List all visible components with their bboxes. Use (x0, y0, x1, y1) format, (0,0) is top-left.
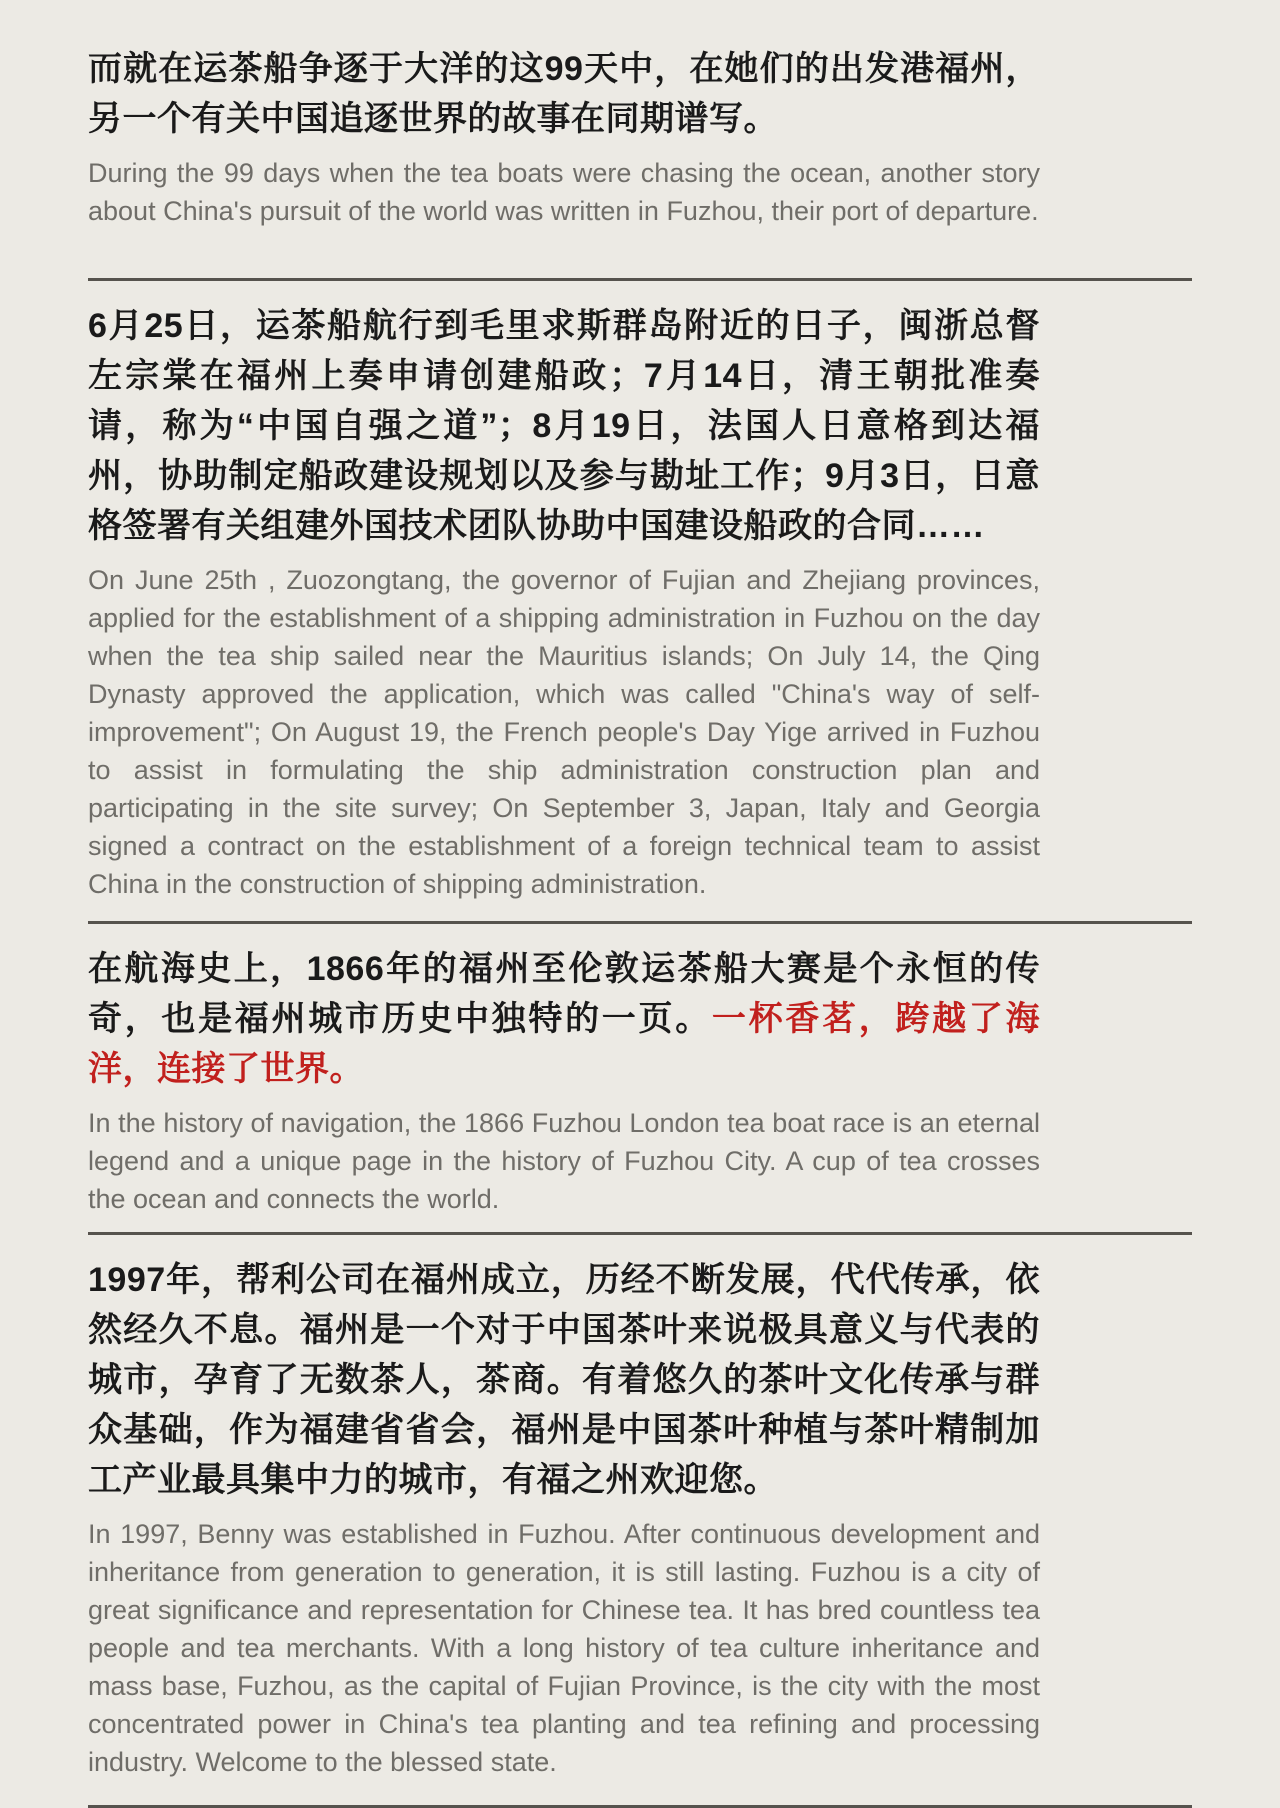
section-divider (88, 278, 1192, 281)
section-tea-race-intro (88, 44, 1280, 230)
english-text: On June 25th , Zuozongtang, the governor of Fujian and Zhejiang provinces, applied for the establishment of a shipping administration in Fuzhou on the day when the tea ship sailed near the Mauritius islands; On July 14, the Qing Dynasty approved the application, which was called "China's way of self-improvement"; On August 19, the French people's Day Yige arrived in Fuzhou to assist in formulating the ship administration construction plan and participating in the site survey; On September 3, Japan, Italy and Georgia signed a contract on the establishment of a foreign technical team to assist China in the construction of shipping administration. (88, 565, 1040, 899)
section-divider (88, 1232, 1192, 1235)
english-translation (88, 561, 1040, 903)
chinese-paragraph (88, 301, 1040, 551)
english-text: In the history of navigation, the 1866 Fuzhou London tea boat race is an eternal legend and a unique page in the history of Fuzhou City. A cup of tea crosses the ocean and connects the world. (88, 1108, 1040, 1214)
section-divider (88, 921, 1192, 924)
section-eternal-legend (88, 944, 1280, 1218)
chinese-text: 在航海史上，1866年的福州至伦敦运茶船大赛是个永恒的传奇，也是福州城市历史中独特的一页。 (88, 950, 1040, 1038)
section-benny-fuzhou-1997 (88, 1255, 1280, 1781)
section-shipping-administration (88, 301, 1280, 903)
chinese-text: 6月25日，运茶船航行到毛里求斯群岛附近的日子，闽浙总督左宗棠在福州上奏申请创建船政；7月14日，清王朝批准奏请，称为“中国自强之道”；8月19日，法国人日意格到达福州，协助制定船政建设规划以及参与勘址工作；9月3日，日意格签署有关组建外国技术团队协助中国建设船政的合同…… (88, 307, 1040, 545)
chinese-red-highlight-text: 一杯香茗，跨越了海洋，连接了世界。 (88, 1000, 1041, 1088)
english-text: In 1997, Benny was established in Fuzhou. After continuous development and inheritance from generation to generation, it is still lasting. Fuzhou is a city of great significance and representation for Chinese tea. It has bred countless tea people and tea merchants. With a long history of tea culture inheritance and mass base, Fuzhou, as the capital of Fujian Province, is the city with the most concentrated power in China's tea planting and tea refining and processing industry. Welcome to the blessed state. (88, 1519, 1040, 1777)
english-translation (88, 154, 1040, 230)
chinese-paragraph (88, 944, 1040, 1094)
chinese-text: 而就在运茶船争逐于大洋的这99天中，在她们的出发港福州，另一个有关中国追逐世界的故事在同期谱写。 (88, 50, 1040, 138)
english-translation (88, 1515, 1040, 1781)
chinese-paragraph (88, 1255, 1040, 1505)
chinese-paragraph (88, 44, 1040, 144)
chinese-text: 1997年，帮利公司在福州成立，历经不断发展，代代传承，依然经久不息。福州是一个对于中国茶叶来说极具意义与代表的城市，孕育了无数茶人，茶商。有着悠久的茶叶文化传承与群众基础，作为福建省省会，福州是中国茶叶种植与茶叶精制加工产业最具集中力的城市，有福之州欢迎您。 (88, 1261, 1040, 1499)
english-translation (88, 1104, 1040, 1218)
english-text: During the 99 days when the tea boats were chasing the ocean, another story about China's pursuit of the world was written in Fuzhou, their port of departure. (88, 158, 1040, 226)
